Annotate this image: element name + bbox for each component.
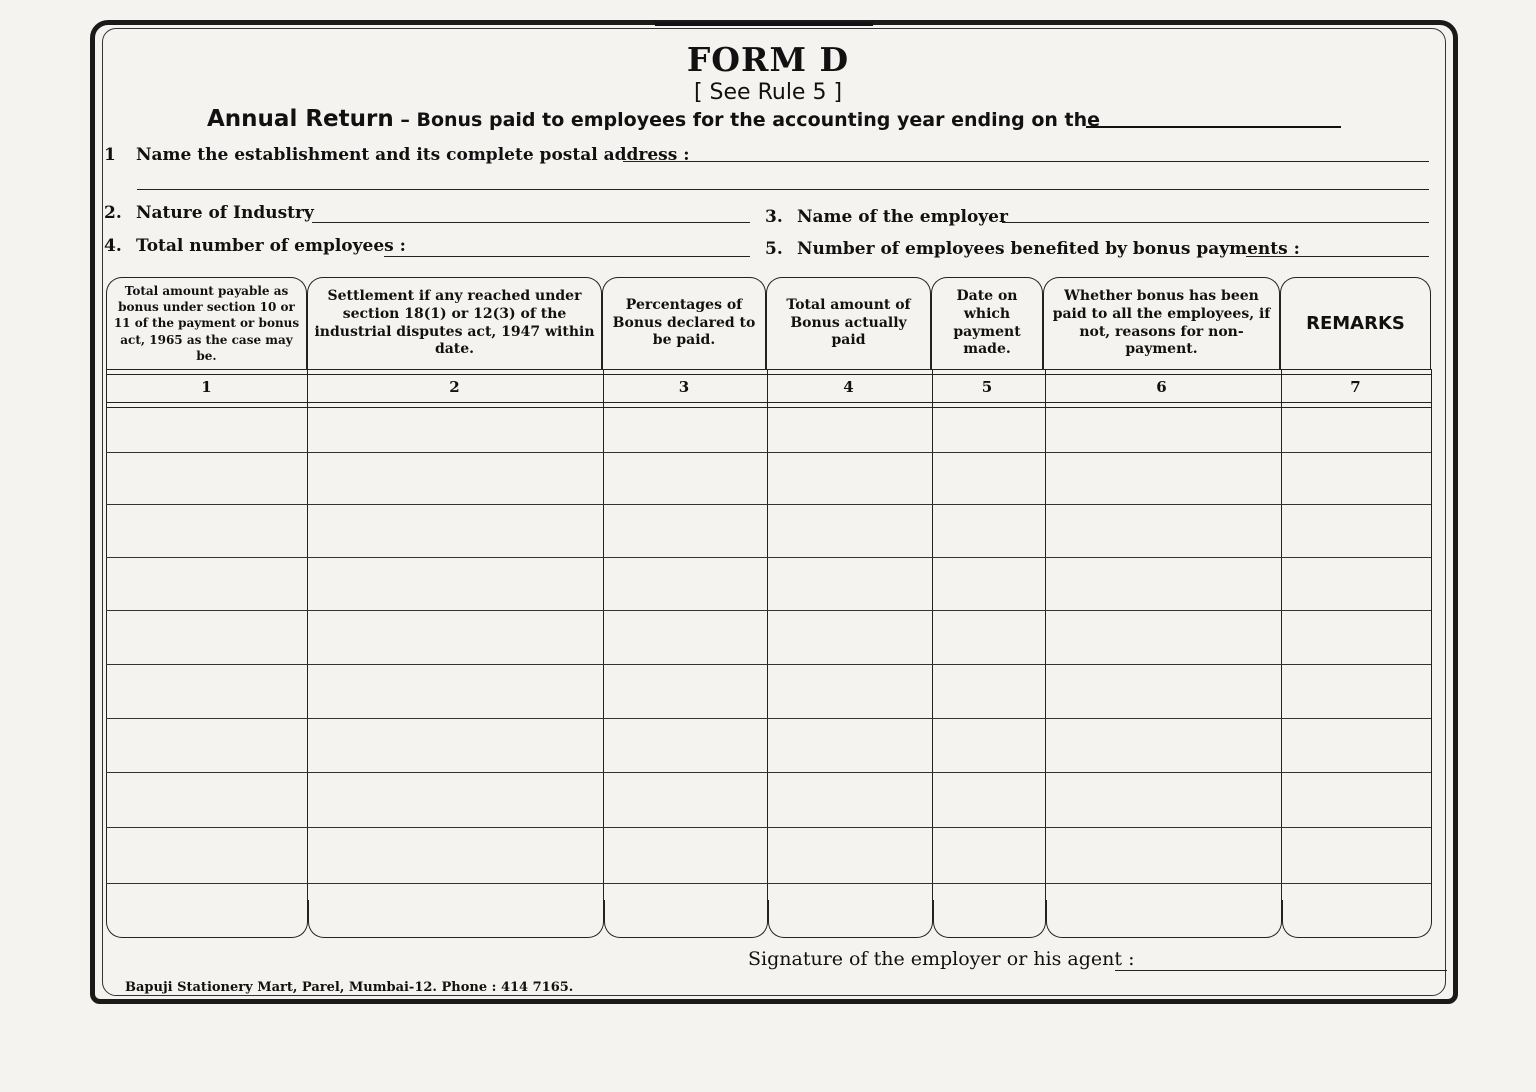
column-divider (932, 369, 933, 900)
total-employees-input-line[interactable] (384, 256, 750, 257)
header-rule-top-double (106, 374, 1431, 375)
column-number-5: 5 (981, 378, 993, 396)
table-row[interactable] (106, 718, 1431, 719)
column-header-3: Percentages of Bonus declared to be paid. (602, 277, 766, 369)
column-number-2: 2 (449, 378, 460, 396)
field-nature-of-industry (104, 203, 314, 223)
column-number-1: 1 (201, 378, 212, 396)
benefited-input-line[interactable] (1246, 256, 1429, 257)
column-bottom (1282, 900, 1432, 938)
column-divider (767, 369, 768, 900)
column-number-4: 4 (843, 378, 854, 396)
heading-rest: – Bonus paid to employees for the accounting year ending on the (393, 109, 1101, 131)
rule-reference: [ See Rule 5 ] (693, 80, 843, 105)
field-label: Number of employees benefited by bonus payments : (797, 239, 1300, 259)
column-header-7: REMARKS (1280, 277, 1431, 369)
column-bottom (933, 900, 1046, 938)
year-ending-field[interactable] (1086, 126, 1341, 128)
top-rule (655, 22, 873, 26)
field-label: Nature of Industry (136, 203, 314, 223)
inner-border (102, 28, 1446, 996)
field-label: Name the establishment and its complete postal address : (136, 145, 690, 165)
table-row[interactable] (106, 772, 1431, 773)
column-divider (106, 369, 107, 900)
table-row[interactable] (106, 883, 1431, 884)
table-row[interactable] (106, 504, 1431, 505)
column-divider (1281, 369, 1282, 900)
form-title: FORM D (686, 40, 850, 79)
field-number: 2. (104, 203, 122, 223)
column-number-6: 6 (1156, 378, 1167, 396)
table-row[interactable] (106, 827, 1431, 828)
column-divider (307, 369, 308, 900)
column-divider (1431, 369, 1432, 900)
table-row[interactable] (106, 664, 1431, 665)
header-rule-bottom (106, 402, 1431, 403)
establishment-input-line-2[interactable] (137, 189, 1429, 190)
column-header-6: Whether bonus has been paid to all the employees, if not, reasons for non-payment. (1043, 277, 1280, 369)
annual-return-heading (207, 106, 1100, 132)
heading-bold: Annual Return (207, 106, 394, 132)
field-label: Total number of employees : (136, 236, 406, 256)
field-employees-benefited (765, 239, 1300, 259)
field-label: Name of the employer (797, 207, 1008, 227)
column-number-3: 3 (678, 378, 690, 396)
field-number: 5. (765, 239, 783, 259)
column-bottom (604, 900, 768, 938)
column-header-4: Total amount of Bonus actually paid (766, 277, 931, 369)
column-divider (1045, 369, 1046, 900)
field-establishment (104, 145, 690, 165)
field-number: 1 (104, 145, 116, 165)
printer-footer: Bapuji Stationery Mart, Parel, Mumbai-12. Phone : 414 7165. (125, 980, 574, 995)
header-rule-top (106, 369, 1431, 370)
column-bottom (1046, 900, 1282, 938)
signature-label: Signature of the employer or his agent : (748, 948, 1135, 970)
column-header-2: Settlement if any reached under section 18(1) or 12(3) of the industrial disputes act, 1947 within date. (307, 277, 602, 369)
table-row[interactable] (106, 557, 1431, 558)
establishment-input-line[interactable] (623, 161, 1429, 162)
column-bottom (106, 900, 308, 938)
table-row[interactable] (106, 452, 1431, 453)
header-rule-bottom-double (106, 407, 1431, 408)
industry-input-line[interactable] (312, 222, 750, 223)
field-number: 4. (104, 236, 122, 256)
field-employer-name (765, 207, 1008, 227)
signature-field[interactable] (1115, 970, 1447, 971)
column-header-5: Date on which payment made. (931, 277, 1043, 369)
employer-input-line[interactable] (1002, 222, 1429, 223)
field-total-employees (104, 236, 406, 256)
field-number: 3. (765, 207, 783, 227)
column-divider (603, 369, 604, 900)
table-row[interactable] (106, 610, 1431, 611)
column-bottom (768, 900, 933, 938)
column-number-7: 7 (1350, 378, 1361, 396)
column-header-1: Total amount payable as bonus under section 10 or 11 of the payment or bonus act, 1965 as the case may be. (106, 277, 307, 369)
column-bottom (308, 900, 604, 938)
